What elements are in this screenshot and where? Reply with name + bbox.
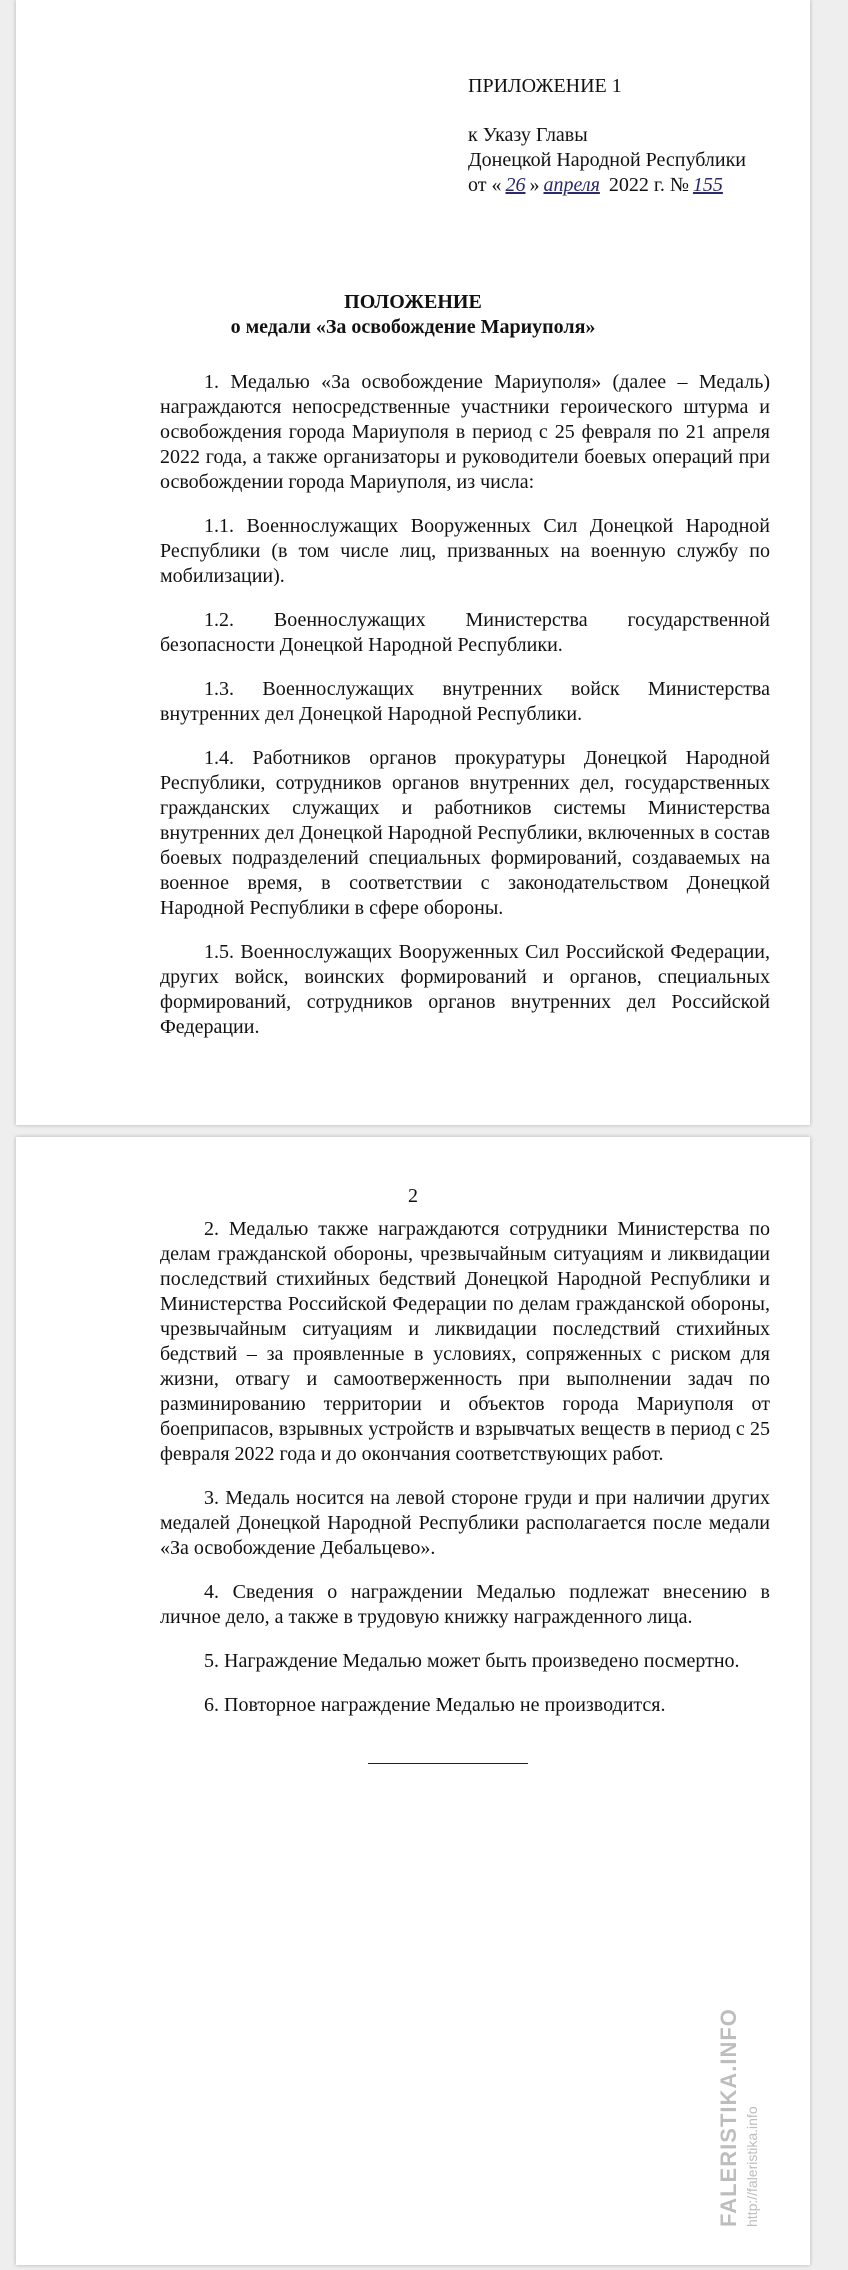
page1-body (160, 370, 770, 1059)
year-number-label: 2022 г. № (608, 174, 689, 196)
paragraph-1-3: 1.3. Военнослужащих внутренних войск Министерства внутренних дел Донецкой Народной Республики. (160, 678, 770, 725)
republic-name: Донецкой Народной Республики (468, 149, 746, 171)
document-page-2 (16, 1137, 810, 2265)
date-prefix: от « (468, 174, 502, 196)
title-line-2: о медали «За освобождение Мариуполя» (230, 316, 596, 338)
paragraph-1-2: 1.2. Военнослужащих Министерства государственной безопасности Донецкой Народной Республики. (160, 609, 770, 656)
date-mid: » (529, 174, 540, 196)
watermark-main: FALERISTIKA.INFO (716, 2008, 741, 2227)
appendix-header (468, 74, 746, 198)
end-of-document-line (368, 1763, 528, 1764)
handwritten-day: 26 (505, 174, 526, 196)
appendix-label: ПРИЛОЖЕНИЕ 1 (468, 75, 622, 97)
paragraph-3: 3. Медаль носится на левой стороне груди и при наличии других медалей Донецкой Народной Республики располагается после медали «За освобождение Дебальцево». (160, 1487, 770, 1559)
handwritten-number: 155 (692, 174, 723, 196)
decree-date-line (468, 173, 746, 198)
paragraph-1-5: 1.5. Военнослужащих Вооруженных Сил Российской Федерации, других войск, воинских формирований и органов, специальных формирований, сотрудников органов внутренних дел Российской Федерации. (160, 941, 770, 1038)
page-number: 2 (408, 1185, 418, 1207)
paragraph-5: 5. Награждение Медалью может быть произведено посмертно. (204, 1650, 740, 1672)
document-title (16, 290, 810, 340)
page2-body (160, 1217, 770, 1737)
paragraph-4: 4. Сведения о награждении Медалью подлежат внесению в личное дело, а также в трудовую книжку награжденного лица. (160, 1581, 770, 1628)
paragraph-2: 2. Медалью также награждаются сотрудники Министерства по делам гражданской обороны, чрезвычайным ситуациям и ликвидации последствий стихийных бедствий Донецкой Народной Республики и Министерства Российской Федерации по делам гражданской обороны, чрезвычайным ситуациям и ликвидации последствий стихийных бедствий – за проявленные в условиях, сопряженных с риском для жизни, отвагу и самоотверженность при выполнении задач по разминированию территории и объектов города Мариуполя от боеприпасов, взрывных устройств и взрывчатых веществ в период с 25 февраля 2022 года и до окончания соответствующих работ. (160, 1218, 770, 1465)
paragraph-1-1: 1.1. Военнослужащих Вооруженных Сил Донецкой Народной Республики (в том числе лиц, призванных на военную службу по мобилизации). (160, 515, 770, 587)
paragraph-1: 1. Медалью «За освобождение Мариуполя» (далее – Медаль) награждаются непосредственные участники героического штурма и освобождения города Мариуполя в период с 25 февраля по 21 апреля 2022 года, а также организаторы и руководители боевых операций при освобождении города Мариуполя, из числа: (160, 371, 770, 493)
handwritten-month: апреля (543, 174, 600, 196)
paragraph-1-4: 1.4. Работников органов прокуратуры Донецкой Народной Республики, сотрудников органов внутренних дел, государственных гражданских служащих и работников системы Министерства внутренних дел Донецкой Народной Республики, включенных в состав боевых подразделений специальных формирований, создаваемых на военное время, в соответствии с законодательством Донецкой Народной Республики в сфере обороны. (160, 747, 770, 919)
decree-reference: к Указу Главы (468, 124, 588, 146)
paragraph-6: 6. Повторное награждение Медалью не производится. (204, 1694, 666, 1716)
watermark-url: http://faleristika.info (744, 2106, 760, 2227)
title-line-1: ПОЛОЖЕНИЕ (344, 291, 482, 313)
document-page-1 (16, 0, 810, 1125)
